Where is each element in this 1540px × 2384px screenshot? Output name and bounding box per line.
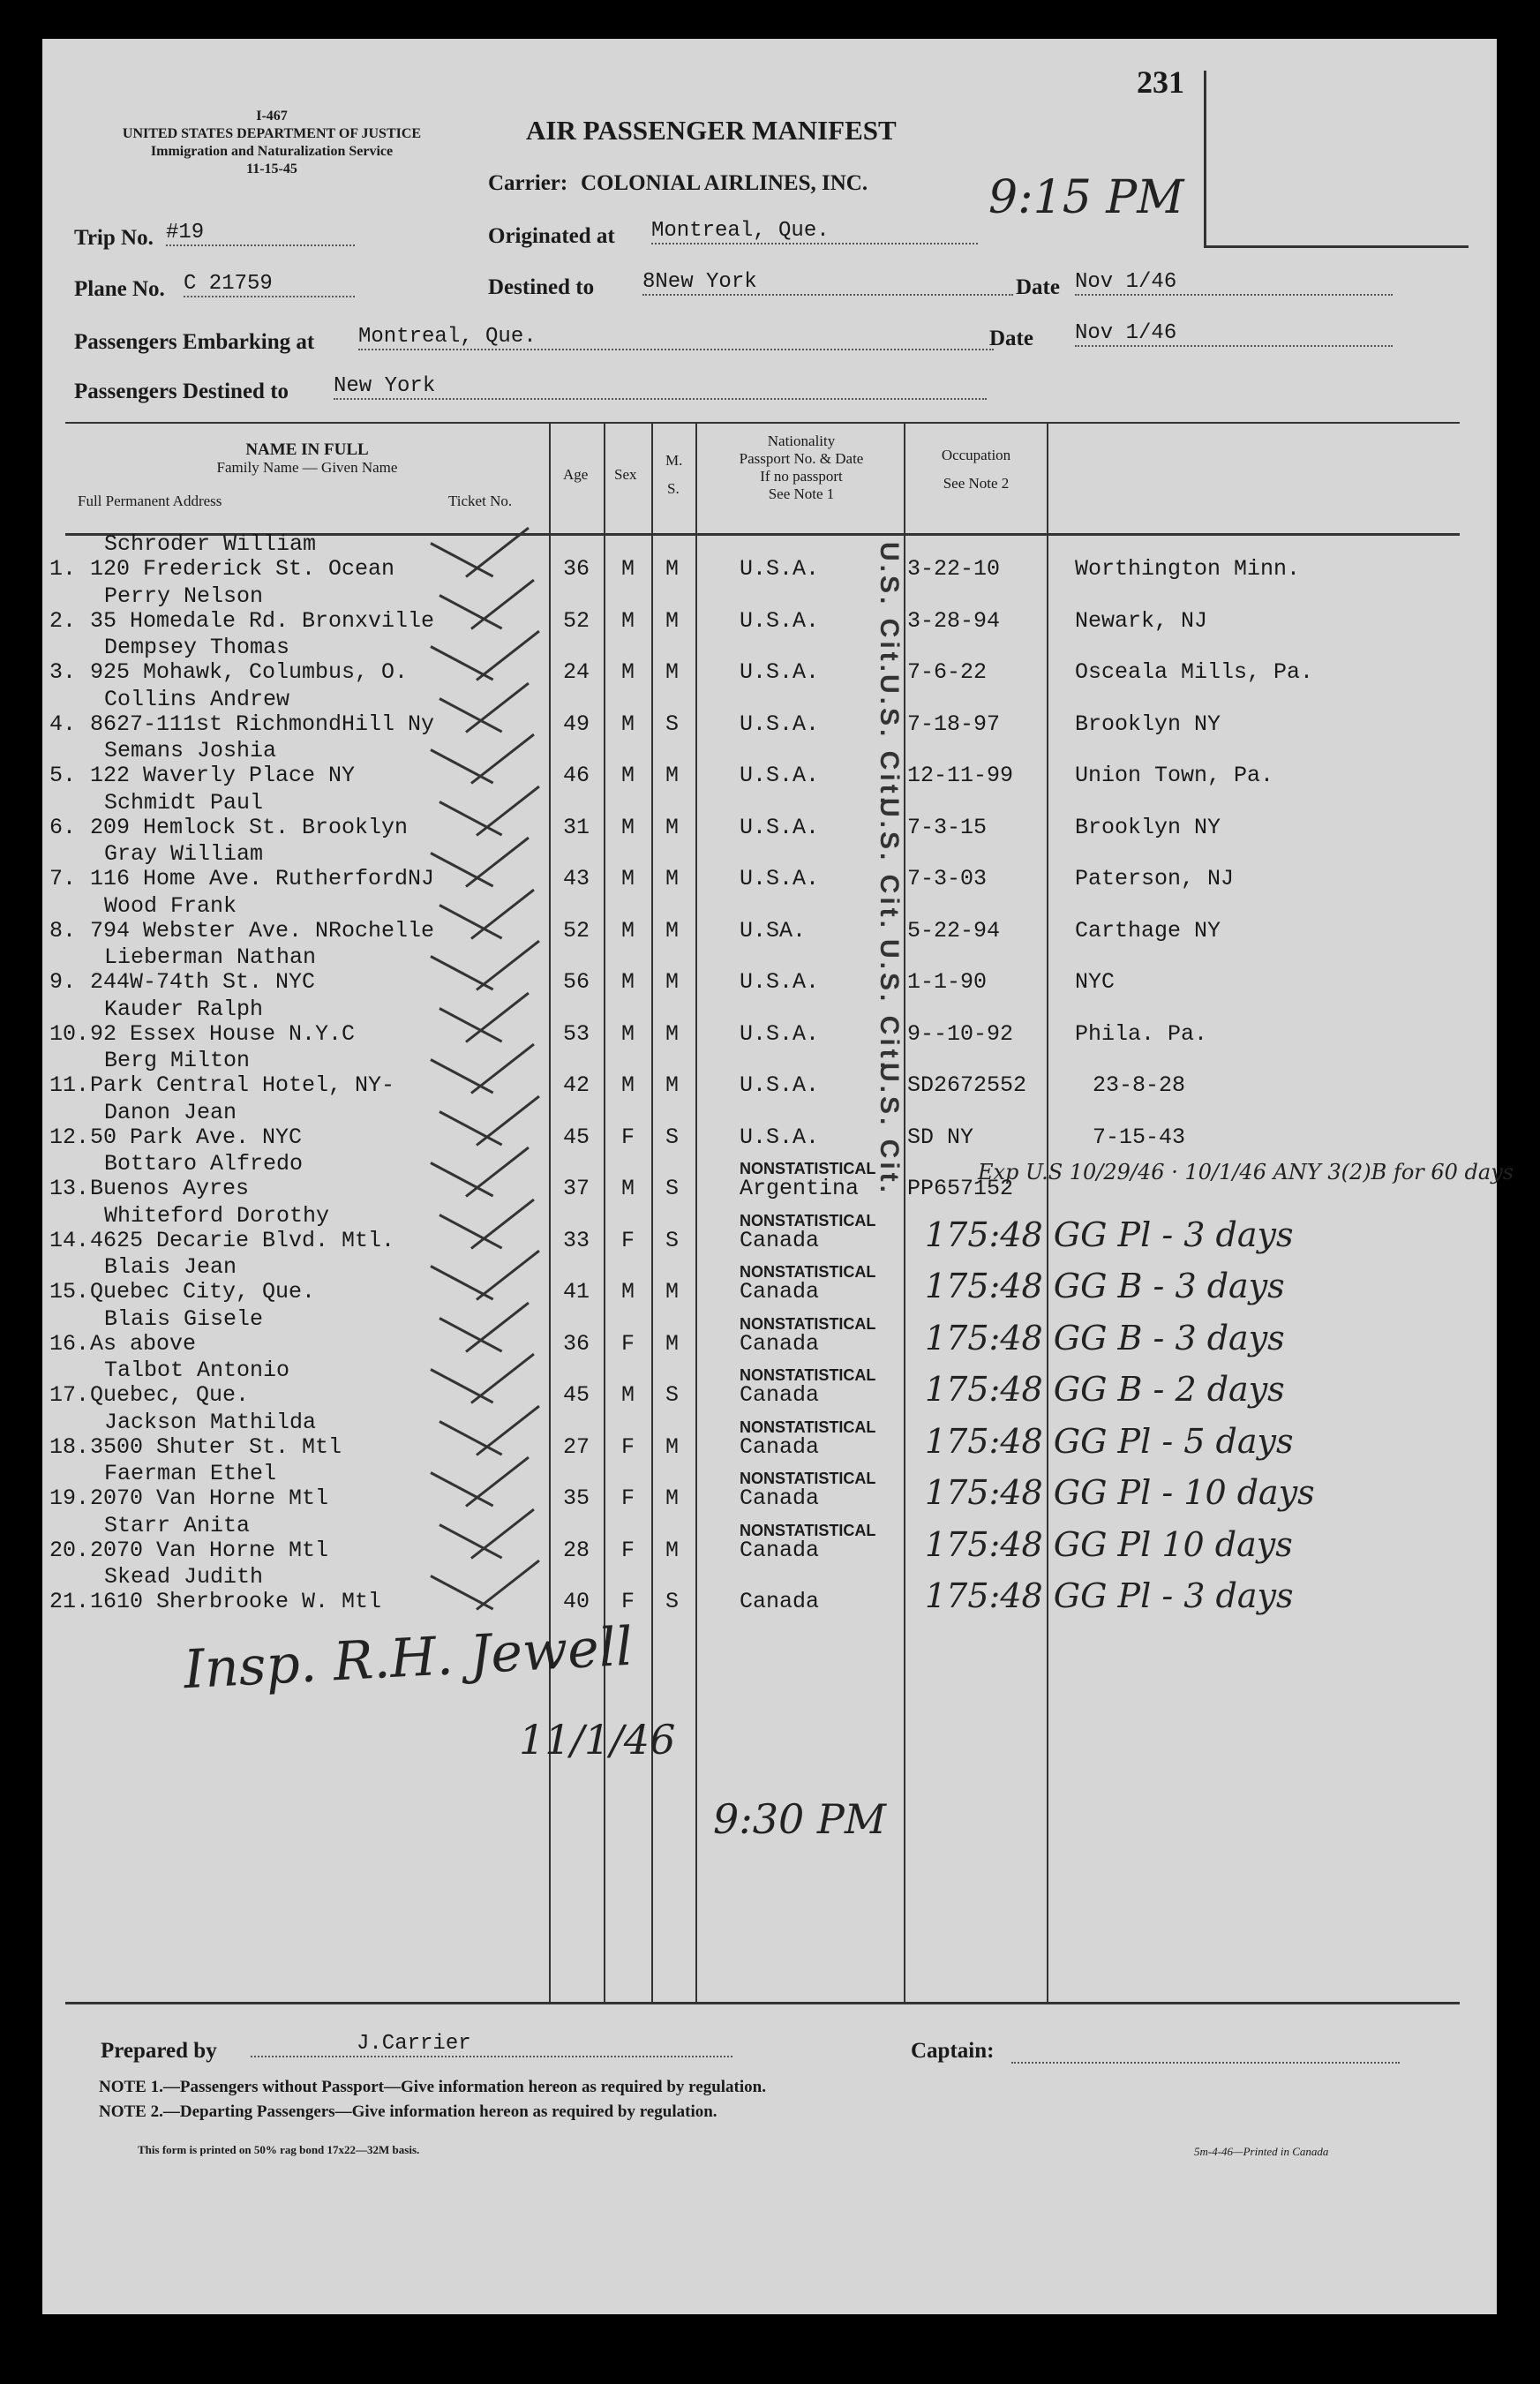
passenger-name: Schroder William: [104, 531, 317, 557]
nonstatistical-stamp: NONSTATISTICAL: [740, 1418, 876, 1436]
handwritten-notation: Exp U.S 10/29/46 · 10/1/46 ANY 3(2)B for 60 days: [978, 1160, 1514, 1184]
passenger-marital: M: [665, 1072, 680, 1098]
passenger-marital: M: [665, 556, 680, 582]
citizen-stamp: U.S. Cit.: [875, 674, 904, 808]
table-bottom-rule: [65, 2002, 1460, 2004]
passenger-date: 7-18-97: [907, 711, 1001, 737]
row-number: 12.: [49, 1124, 90, 1150]
department: UNITED STATES DEPARTMENT OF JUSTICE: [122, 126, 422, 141]
check-mark: [470, 888, 535, 939]
passenger-marital: M: [665, 969, 680, 995]
passenger-marital: M: [665, 607, 680, 634]
col-ms-m: M.: [665, 452, 683, 469]
passenger-address: 50 Park Ave. NYC: [90, 1124, 303, 1150]
passenger-name: Perry Nelson: [104, 583, 264, 609]
check-mark: [465, 681, 530, 733]
passenger-date: 7-3-03: [907, 866, 988, 891]
row-number: 14.: [49, 1227, 90, 1253]
passenger-occupation: Paterson, NJ: [1075, 866, 1235, 891]
nonstatistical-stamp: NONSTATISTICAL: [740, 1160, 876, 1177]
check-mark: [476, 1404, 540, 1455]
passenger-sex: M: [621, 969, 635, 995]
passenger-occupation: 7-15-43: [1093, 1124, 1186, 1150]
check-mark: [439, 1420, 502, 1455]
passenger-marital: S: [665, 1589, 680, 1614]
check-mark: [465, 991, 530, 1042]
passenger-age: 43: [563, 866, 590, 891]
inspector-signature: Insp. R.H. Jewell: [182, 1615, 635, 1702]
passenger-name: Lieberman Nathan: [104, 944, 317, 970]
originated-value: Montreal, Que.: [651, 219, 978, 244]
passenger-marital: M: [665, 763, 680, 788]
passenger-age: 56: [563, 969, 590, 995]
paper-spec: This form is printed on 50% rag bond 17x22—32M basis.: [138, 2143, 420, 2156]
corner-box-h: [1204, 245, 1469, 248]
col-ms-s: S.: [667, 480, 680, 497]
row-number: 10.: [49, 1020, 90, 1047]
passenger-nationality: U.S.A.: [740, 866, 820, 891]
passenger-marital: M: [665, 1020, 680, 1047]
passenger-occupation: 23-8-28: [1093, 1072, 1186, 1098]
note-2: NOTE 2.—Departing Passengers—Give information hereon as required by regulation.: [99, 2102, 717, 2121]
date-value-1: Nov 1/46: [1075, 270, 1393, 296]
plane-label: Plane No.: [74, 277, 165, 301]
handwritten-notation: 175:48 GG Pl 10 days: [925, 1524, 1293, 1564]
passenger-name: Gray William: [104, 841, 264, 867]
check-mark: [465, 1301, 530, 1352]
corner-box-v: [1204, 71, 1206, 247]
passenger-marital: S: [665, 1124, 680, 1150]
check-mark: [430, 1058, 493, 1094]
check-mark: [465, 1147, 530, 1198]
check-mark: [476, 785, 540, 836]
passenger-marital: S: [665, 1227, 680, 1253]
col-rule-name: [549, 422, 551, 2002]
form-title: AIR PASSENGER MANIFEST: [526, 115, 897, 146]
prepared-by-label: Prepared by: [101, 2039, 217, 2063]
passenger-marital: M: [665, 866, 680, 891]
passenger-name: Bottaro Alfredo: [104, 1151, 304, 1177]
passenger-marital: M: [665, 1279, 680, 1305]
row-number: 7.: [49, 866, 77, 891]
col-name-title: NAME IN FULL: [245, 440, 369, 459]
passenger-sex: F: [621, 1124, 635, 1150]
passenger-nationality: U.S.A.: [740, 1072, 820, 1098]
passenger-address: 35 Homedale Rd. Bronxville: [90, 607, 435, 634]
passenger-nationality: U.S.A.: [740, 607, 820, 634]
passenger-address: 244W-74th St. NYC: [90, 969, 316, 995]
passenger-nationality: Canada: [740, 1485, 820, 1511]
passenger-occupation: Newark, NJ: [1075, 607, 1208, 634]
col-nat-3: If no passport: [760, 468, 843, 485]
manifest-page: [42, 39, 1514, 2314]
row-number: 15.: [49, 1279, 90, 1305]
passenger-sex: M: [621, 711, 635, 737]
table-top-rule: [65, 422, 1460, 424]
passenger-occupation: NYC: [1075, 969, 1116, 995]
passenger-name: Blais Gisele: [104, 1305, 264, 1332]
passenger-age: 45: [563, 1124, 590, 1150]
service: Immigration and Naturalization Service: [150, 144, 394, 159]
passenger-age: 31: [563, 814, 590, 840]
row-number: 17.: [49, 1382, 90, 1408]
embarking-label: Passengers Embarking at: [74, 330, 315, 354]
passenger-name: Whiteford Dorothy: [104, 1202, 330, 1229]
check-mark: [470, 1508, 535, 1559]
passenger-nationality: U.S.A.: [740, 814, 820, 840]
handwritten-notation: 175:48 GG Pl - 10 days: [925, 1473, 1315, 1512]
col-rule-occ: [1047, 422, 1048, 2002]
passenger-occupation: Worthington Minn.: [1075, 556, 1301, 582]
check-mark: [439, 801, 502, 836]
form-number: I-467: [256, 109, 288, 124]
col-ticket: Ticket No.: [448, 493, 513, 509]
passenger-sex: F: [621, 1485, 635, 1511]
check-mark: [465, 1456, 530, 1508]
inspection-time: 9:30 PM: [713, 1795, 886, 1843]
row-number: 13.: [49, 1176, 90, 1201]
passenger-nationality: Canada: [740, 1227, 820, 1253]
passenger-name: Dempsey Thomas: [104, 635, 290, 660]
nonstatistical-stamp: NONSTATISTICAL: [740, 1521, 876, 1539]
check-mark: [430, 1575, 493, 1610]
passenger-name: Starr Anita: [104, 1512, 251, 1538]
passenger-age: 46: [563, 763, 590, 788]
passenger-name: Danon Jean: [104, 1099, 237, 1125]
destined-label: Destined to: [488, 275, 595, 299]
passenger-sex: M: [621, 1382, 635, 1408]
passenger-sex: M: [621, 659, 635, 685]
passenger-age: 52: [563, 917, 590, 944]
passenger-marital: M: [665, 1330, 680, 1357]
page-number: 231: [1137, 64, 1184, 100]
handwritten-notation: 175:48 GG B - 2 days: [925, 1370, 1285, 1409]
passenger-occupation: Union Town, Pa.: [1075, 763, 1274, 788]
date-label-2: Date: [989, 327, 1033, 350]
passenger-address: Buenos Ayres: [90, 1176, 250, 1201]
passenger-nationality: U.S.A.: [740, 1020, 820, 1047]
carrier-label: Carrier:: [488, 171, 568, 195]
passenger-date: SD2672552: [907, 1072, 1027, 1098]
passenger-name: Jackson Mathilda: [104, 1409, 317, 1435]
passenger-nationality: Argentina: [740, 1176, 860, 1201]
col-rule-ms: [695, 422, 697, 2002]
passenger-address: As above: [90, 1330, 197, 1357]
passenger-name: Semans Joshia: [104, 738, 277, 763]
col-nat-2: Passport No. & Date: [739, 450, 864, 467]
passenger-address: 122 Waverly Place NY: [90, 763, 356, 788]
passenger-nationality: U.S.A.: [740, 763, 820, 788]
passenger-age: 45: [563, 1382, 590, 1408]
passenger-name: Berg Milton: [104, 1048, 251, 1073]
passenger-sex: M: [621, 1020, 635, 1047]
originated-label: Originated at: [488, 224, 615, 248]
handwritten-notation: 175:48 GG B - 3 days: [925, 1318, 1285, 1357]
check-mark: [470, 578, 535, 629]
nonstatistical-stamp: NONSTATISTICAL: [740, 1366, 876, 1384]
row-number: 9.: [49, 969, 77, 995]
carrier-name: COLONIAL AIRLINES, INC.: [581, 171, 868, 195]
passenger-nationality: U.S.A.: [740, 659, 820, 685]
passenger-date: 7-3-15: [907, 814, 988, 840]
passenger-nationality: Canada: [740, 1330, 820, 1357]
col-nat-4: See Note 1: [768, 485, 835, 502]
passenger-age: 40: [563, 1589, 590, 1614]
prepared-by-value: J.Carrier: [251, 2032, 732, 2057]
col-address: Full Permanent Address: [78, 493, 222, 509]
passenger-sex: M: [621, 814, 635, 840]
check-mark: [465, 837, 530, 888]
date-value-2: Nov 1/46: [1075, 321, 1393, 347]
row-number: 20.: [49, 1537, 90, 1563]
col-occ-2: See Note 2: [943, 475, 1010, 492]
passenger-address: Quebec City, Que.: [90, 1279, 316, 1305]
passenger-occupation: Brooklyn NY: [1075, 711, 1221, 737]
passenger-age: 37: [563, 1176, 590, 1201]
passenger-sex: M: [621, 556, 635, 582]
passenger-occupation: Brooklyn NY: [1075, 814, 1221, 840]
passenger-nationality: Canada: [740, 1433, 820, 1460]
passenger-name: Faerman Ethel: [104, 1461, 277, 1486]
passenger-nationality: U.S.A.: [740, 556, 820, 582]
check-mark: [430, 1265, 493, 1300]
passenger-address: 8627-111st RichmondHill Ny: [90, 711, 435, 737]
destined-to-label: Passengers Destined to: [74, 380, 289, 403]
passenger-date: 1-1-90: [907, 969, 988, 995]
passenger-sex: M: [621, 1176, 635, 1201]
col-rule-age: [604, 422, 605, 2002]
departure-time-handwritten: 9:15 PM: [988, 171, 1184, 224]
passenger-address: 2070 Van Horne Mtl: [90, 1537, 329, 1563]
passenger-address: 92 Essex House N.Y.C: [90, 1020, 356, 1047]
passenger-age: 49: [563, 711, 590, 737]
passenger-sex: F: [621, 1537, 635, 1563]
passenger-name: Wood Frank: [104, 892, 237, 919]
passenger-date: 12-11-99: [907, 763, 1014, 788]
inspection-date: 11/1/46: [519, 1716, 676, 1764]
passenger-name: Schmidt Paul: [104, 789, 264, 816]
passenger-age: 35: [563, 1485, 590, 1511]
destined-to-value: New York: [334, 374, 987, 400]
handwritten-notation: 175:48 GG Pl - 3 days: [925, 1215, 1294, 1254]
nonstatistical-stamp: NONSTATISTICAL: [740, 1263, 876, 1281]
passenger-address: 3500 Shuter St. Mtl: [90, 1433, 342, 1460]
passenger-marital: S: [665, 711, 680, 737]
nonstatistical-stamp: NONSTATISTICAL: [740, 1211, 876, 1230]
row-number: 8.: [49, 917, 77, 944]
citizen-stamp: U.S. Cit.: [875, 542, 904, 676]
passenger-address: 209 Hemlock St. Brooklyn: [90, 814, 409, 840]
row-number: 5.: [49, 763, 77, 788]
passenger-sex: F: [621, 1330, 635, 1357]
col-occ-1: Occupation: [941, 447, 1011, 463]
row-number: 11.: [49, 1072, 90, 1098]
col-age: Age: [563, 466, 589, 483]
trip-value: #19: [166, 221, 355, 246]
col-rule-sex: [651, 422, 653, 2002]
row-number: 4.: [49, 711, 77, 737]
check-mark: [430, 955, 493, 990]
passenger-nationality: U.SA.: [740, 917, 807, 944]
passenger-address: Park Central Hotel, NY-: [90, 1072, 395, 1098]
passenger-age: 36: [563, 556, 590, 582]
passenger-occupation: Osceala Mills, Pa.: [1075, 659, 1314, 685]
check-mark: [430, 645, 493, 681]
nonstatistical-stamp: NONSTATISTICAL: [740, 1314, 876, 1333]
check-mark: [439, 1110, 502, 1146]
passenger-sex: M: [621, 607, 635, 634]
col-nat-1: Nationality: [767, 432, 836, 449]
passenger-occupation: Carthage NY: [1075, 917, 1221, 944]
passenger-age: 28: [563, 1537, 590, 1563]
passenger-sex: M: [621, 866, 635, 891]
row-number: 3.: [49, 659, 77, 685]
passenger-address: Quebec, Que.: [90, 1382, 250, 1408]
passenger-name: Kauder Ralph: [104, 996, 264, 1022]
passenger-date: SD NY: [907, 1124, 974, 1150]
passenger-address: 794 Webster Ave. NRochelle: [90, 917, 435, 944]
printer-note: 5m-4-46—Printed in Canada: [1194, 2145, 1329, 2158]
row-number: 16.: [49, 1330, 90, 1357]
passenger-age: 41: [563, 1279, 590, 1305]
col-rule-nat: [904, 422, 905, 2002]
passenger-marital: M: [665, 1537, 680, 1563]
passenger-nationality: Canada: [740, 1279, 820, 1305]
passenger-nationality: U.S.A.: [740, 969, 820, 995]
col-name-sub: Family Name — Given Name: [216, 459, 398, 476]
check-mark: [476, 1094, 540, 1146]
passenger-date: 3-28-94: [907, 607, 1001, 634]
passenger-age: 24: [563, 659, 590, 685]
passenger-marital: M: [665, 1485, 680, 1511]
passenger-address: 925 Mohawk, Columbus, O.: [90, 659, 409, 685]
passenger-marital: M: [665, 1433, 680, 1460]
passenger-marital: M: [665, 917, 680, 944]
passenger-sex: M: [621, 1072, 635, 1098]
passenger-address: 1610 Sherbrooke W. Mtl: [90, 1589, 382, 1614]
passenger-name: Talbot Antonio: [104, 1357, 290, 1383]
passenger-date: PP657152: [907, 1176, 1014, 1201]
row-number: 2.: [49, 607, 77, 634]
handwritten-notation: 175:48 GG Pl - 3 days: [925, 1576, 1294, 1615]
trip-label: Trip No.: [74, 226, 154, 250]
passenger-age: 27: [563, 1433, 590, 1460]
row-number: 19.: [49, 1485, 90, 1511]
passenger-date: 5-22-94: [907, 917, 1001, 944]
passenger-sex: M: [621, 1279, 635, 1305]
row-number: 21.: [49, 1589, 90, 1614]
handwritten-notation: 175:48 GG Pl - 5 days: [925, 1421, 1294, 1461]
passenger-date: 9--10-92: [907, 1020, 1014, 1047]
check-mark: [430, 748, 493, 784]
passenger-sex: F: [621, 1227, 635, 1253]
passenger-age: 53: [563, 1020, 590, 1047]
passenger-age: 42: [563, 1072, 590, 1098]
passenger-date: 3-22-10: [907, 556, 1001, 582]
date-label-1: Date: [1016, 275, 1060, 299]
citizen-stamp: U.S. Cit.: [875, 939, 904, 1073]
passenger-marital: S: [665, 1382, 680, 1408]
passenger-nationality: U.S.A.: [740, 711, 820, 737]
passenger-marital: M: [665, 814, 680, 840]
note-1: NOTE 1.—Passengers without Passport—Give information hereon as required by regulation.: [99, 2078, 766, 2096]
row-number: 1.: [49, 556, 77, 582]
form-date-code: 11-15-45: [246, 162, 297, 177]
passenger-name: Skead Judith: [104, 1564, 264, 1590]
passenger-name: Collins Andrew: [104, 686, 290, 712]
citizen-stamp: U.S. Cit.: [875, 1063, 904, 1197]
passenger-sex: M: [621, 917, 635, 944]
passenger-sex: M: [621, 763, 635, 788]
passenger-nationality: Canada: [740, 1382, 820, 1408]
check-mark: [470, 1198, 535, 1249]
row-number: 6.: [49, 814, 77, 840]
passenger-address: 2070 Van Horne Mtl: [90, 1485, 329, 1511]
passenger-sex: F: [621, 1433, 635, 1460]
nonstatistical-stamp: NONSTATISTICAL: [740, 1470, 876, 1487]
passenger-nationality: Canada: [740, 1589, 820, 1614]
passenger-address: 4625 Decarie Blvd. Mtl.: [90, 1227, 395, 1253]
passenger-marital: S: [665, 1176, 680, 1201]
embarking-value: Montreal, Que.: [358, 325, 994, 350]
citizen-stamp: U.S. Cit.: [875, 798, 904, 932]
destined-value: 8New York: [642, 270, 1013, 296]
passenger-nationality: U.S.A.: [740, 1124, 820, 1150]
passenger-sex: F: [621, 1589, 635, 1614]
captain-label: Captain:: [911, 2039, 995, 2063]
passenger-occupation: Phila. Pa.: [1075, 1020, 1208, 1047]
col-sex: Sex: [614, 466, 637, 483]
passenger-name: Blais Jean: [104, 1254, 237, 1280]
passenger-nationality: Canada: [740, 1537, 820, 1563]
passenger-marital: M: [665, 659, 680, 685]
handwritten-notation: 175:48 GG B - 3 days: [925, 1267, 1285, 1305]
passenger-age: 33: [563, 1227, 590, 1253]
check-mark: [430, 1368, 493, 1403]
passenger-age: 36: [563, 1330, 590, 1357]
passenger-address: 116 Home Ave. RutherfordNJ: [90, 866, 435, 891]
passenger-date: 7-6-22: [907, 659, 988, 685]
captain-value: [1011, 2060, 1400, 2064]
passenger-address: 120 Frederick St. Ocean: [90, 556, 395, 582]
passenger-age: 52: [563, 607, 590, 634]
row-number: 18.: [49, 1433, 90, 1460]
plane-value: C 21759: [184, 272, 355, 297]
